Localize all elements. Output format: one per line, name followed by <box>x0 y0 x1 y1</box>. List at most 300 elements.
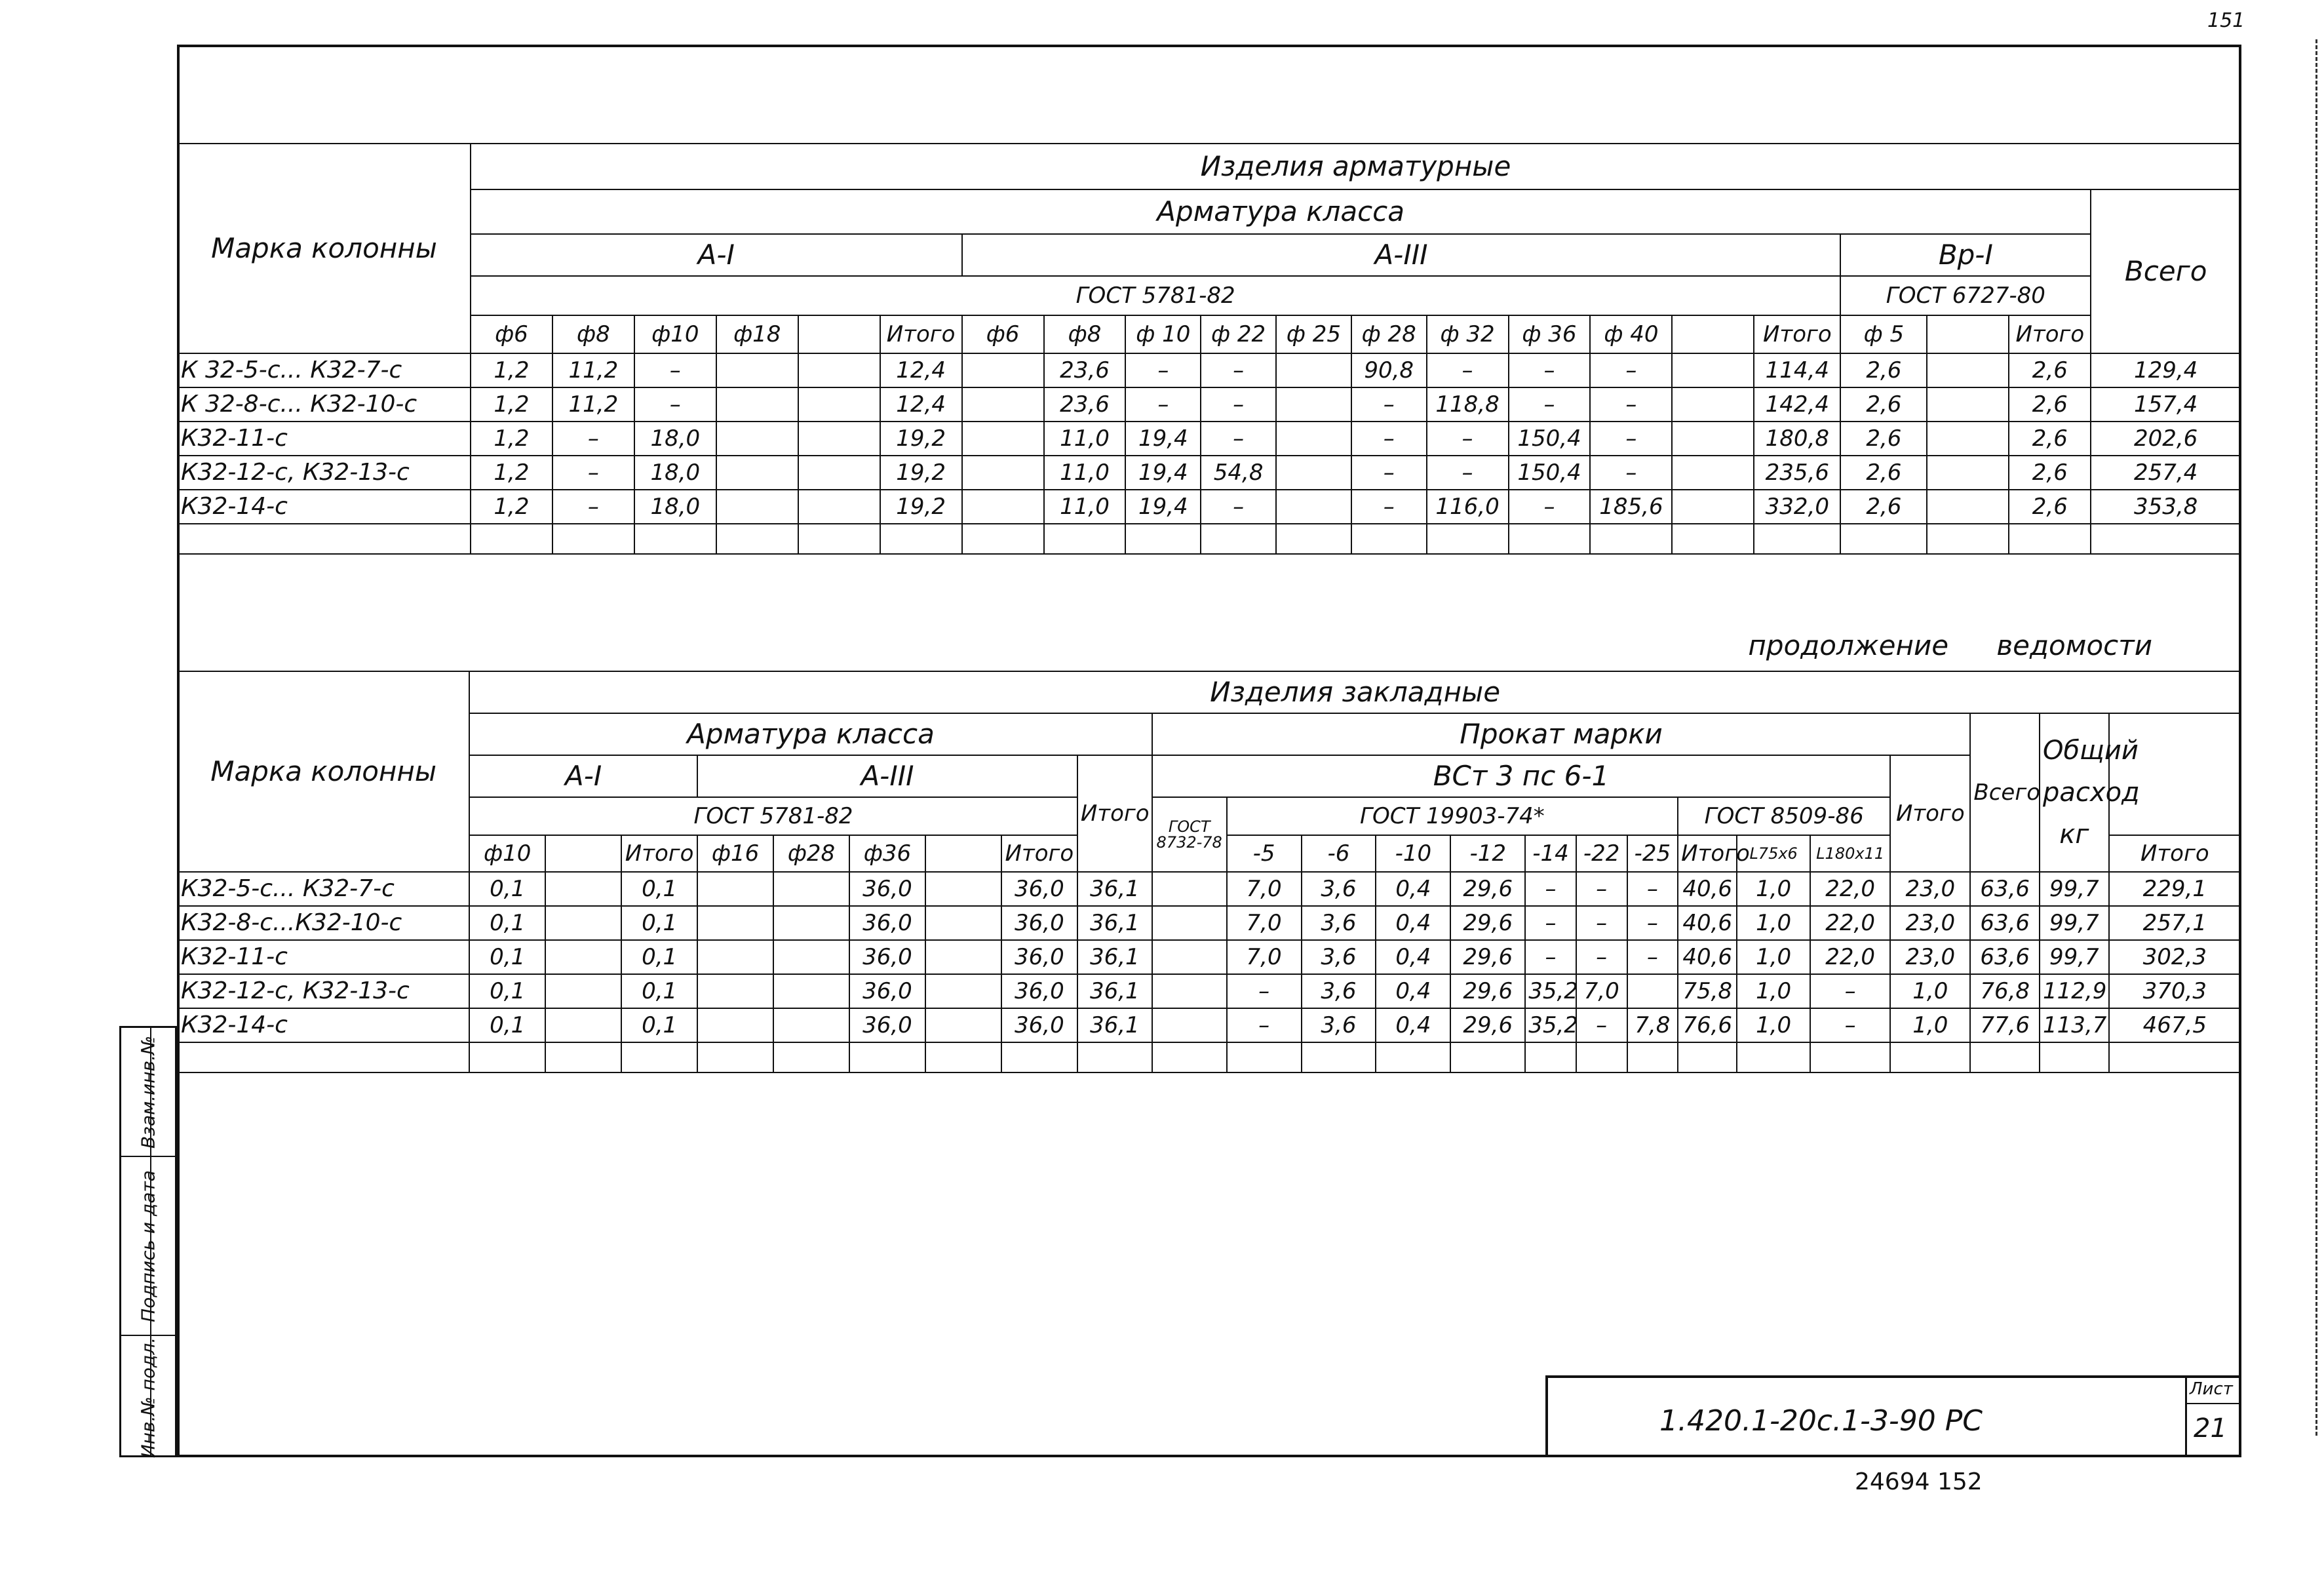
table-cell <box>1927 422 2009 456</box>
table-cell: 22,0 <box>1810 872 1890 906</box>
row-mark: К32-8-с...К32-10-с <box>178 906 469 940</box>
sheet-box <box>2185 1378 2241 1457</box>
table-cell <box>880 524 962 554</box>
table-cell: 63,6 <box>1970 872 2040 906</box>
table-cell <box>178 524 471 554</box>
table-cell <box>1276 490 1351 524</box>
table-cell <box>1044 524 1126 554</box>
sheet-label: Лист <box>2190 1379 2233 1399</box>
table-cell <box>925 872 1001 906</box>
table-cell: – <box>1427 353 1509 387</box>
table-cell: – <box>1201 490 1276 524</box>
table-cell <box>1754 524 1840 554</box>
table-cell: 29,6 <box>1450 1008 1525 1042</box>
table-cell: 35,2 <box>1525 974 1576 1008</box>
table-cell: 22,0 <box>1810 906 1890 940</box>
table-cell <box>716 456 798 490</box>
col-empty <box>545 835 621 872</box>
table-cell <box>1737 1042 1810 1072</box>
table-cell: – <box>1525 872 1576 906</box>
table-cell <box>1077 1042 1152 1072</box>
table-cell <box>716 524 798 554</box>
table-cell: – <box>1125 387 1201 422</box>
table-row <box>178 456 2241 490</box>
table-cell: 0,1 <box>469 906 545 940</box>
table-cell: 19,4 <box>1125 490 1201 524</box>
col-d36: ф 36 <box>1509 315 1591 353</box>
table-cell: – <box>1627 906 1678 940</box>
row-mark: К32-12-с, К32-13-с <box>178 974 469 1008</box>
embedded-items-table <box>177 671 2241 1073</box>
table-cell: 257,1 <box>2109 906 2241 940</box>
table-cell <box>798 456 880 490</box>
table-cell <box>697 940 773 974</box>
class-a1: А-I <box>471 234 962 276</box>
table-cell: – <box>1201 422 1276 456</box>
table-cell <box>1927 490 2009 524</box>
table-cell: – <box>1351 456 1427 490</box>
table-cell: 19,2 <box>880 456 962 490</box>
col-d28: ф 28 <box>1351 315 1427 353</box>
col-itogo2: Итого <box>1001 835 1077 872</box>
table-cell: 23,6 <box>1044 387 1126 422</box>
col-s14: -14 <box>1525 835 1576 872</box>
table-cell <box>849 1042 925 1072</box>
table-cell: 22,0 <box>1810 940 1890 974</box>
col-s12: -12 <box>1450 835 1525 872</box>
table-cell <box>925 974 1001 1008</box>
mark-header: Марка колонны <box>178 671 469 872</box>
table-cell: 29,6 <box>1450 906 1525 940</box>
table-cell: – <box>552 422 634 456</box>
row-mark: К32-11-с <box>178 422 471 456</box>
sidebar-cell-sign <box>121 1156 175 1335</box>
table-cell: – <box>552 490 634 524</box>
table-cell <box>1351 524 1427 554</box>
prokat-header: Прокат марки <box>1152 713 1971 755</box>
table-cell: 1,2 <box>471 422 552 456</box>
table-cell <box>962 490 1044 524</box>
gost-5781: ГОСТ 5781-82 <box>469 797 1077 835</box>
col-d5: ф 5 <box>1840 315 1927 353</box>
table-cell: 1,0 <box>1737 872 1810 906</box>
table-cell: 2,6 <box>2009 456 2091 490</box>
table-cell <box>798 353 880 387</box>
col-itogo1: Итого <box>621 835 697 872</box>
table-cell: 1,0 <box>1890 974 1970 1008</box>
table-cell: 118,8 <box>1427 387 1509 422</box>
table-cell: – <box>1509 353 1591 387</box>
sheet-number: 21 <box>2194 1413 2227 1444</box>
table-cell: 0,4 <box>1376 1008 1450 1042</box>
table-cell <box>716 387 798 422</box>
table-cell: 467,5 <box>2109 1008 2241 1042</box>
table-cell: 11,0 <box>1044 422 1126 456</box>
table-row <box>178 974 2241 1008</box>
table-cell <box>2040 1042 2109 1072</box>
table-cell: 2,6 <box>1840 387 1927 422</box>
table-cell: 76,8 <box>1970 974 2040 1008</box>
table-cell <box>1152 940 1227 974</box>
continuation-note: продолжение ведомости <box>1748 629 2152 661</box>
table-cell <box>1672 524 1754 554</box>
table-cell: 0,4 <box>1376 940 1450 974</box>
table-cell: 2,6 <box>2009 490 2091 524</box>
table-cell: 99,7 <box>2040 906 2109 940</box>
table-cell: 332,0 <box>1754 490 1840 524</box>
table-cell <box>1450 1042 1525 1072</box>
table-cell: 36,0 <box>849 940 925 974</box>
table-cell: 2,6 <box>1840 353 1927 387</box>
table-cell: 0,4 <box>1376 872 1450 906</box>
table-cell <box>1672 387 1754 422</box>
table-row <box>178 906 2241 940</box>
col-l75: L75х6 <box>1737 835 1810 872</box>
table-cell: 7,0 <box>1576 974 1627 1008</box>
col-d8b: ф8 <box>1044 315 1126 353</box>
row-mark: К 32-8-с... К32-10-с <box>178 387 471 422</box>
table-cell: 12,4 <box>880 353 962 387</box>
table-cell <box>962 456 1044 490</box>
table-cell: 36,0 <box>849 872 925 906</box>
table-cell: 1,0 <box>1737 906 1810 940</box>
table-cell: – <box>634 353 716 387</box>
col-itogo3: Итого <box>1678 835 1737 872</box>
table-cell: 0,1 <box>469 872 545 906</box>
corner-sheet-number: 151 <box>2207 9 2245 32</box>
table-cell: 23,0 <box>1890 906 1970 940</box>
table-cell: – <box>1201 387 1276 422</box>
table-cell: 235,6 <box>1754 456 1840 490</box>
table-row <box>178 422 2241 456</box>
margin-tick <box>2315 39 2317 1436</box>
table-cell <box>1302 1042 1376 1072</box>
table-cell: 63,6 <box>1970 940 2040 974</box>
table-cell: 353,8 <box>2091 490 2241 524</box>
reinforcement-items-table <box>177 143 2241 555</box>
table-cell: 370,3 <box>2109 974 2241 1008</box>
table-cell <box>1152 906 1227 940</box>
col-s5: -5 <box>1227 835 1302 872</box>
table-cell <box>1927 524 2009 554</box>
table-cell <box>1152 1042 1227 1072</box>
table-cell: – <box>1427 456 1509 490</box>
table-cell: 99,7 <box>2040 872 2109 906</box>
table-cell <box>1840 524 1927 554</box>
table-cell: 2,6 <box>1840 490 1927 524</box>
table-cell: – <box>1351 387 1427 422</box>
table-cell: 1,0 <box>1737 974 1810 1008</box>
table-cell: 0,4 <box>1376 906 1450 940</box>
table-cell <box>552 524 634 554</box>
table-cell <box>2091 524 2241 554</box>
table-cell <box>1227 1042 1302 1072</box>
table-cell: 36,1 <box>1077 872 1152 906</box>
table-cell: – <box>1576 872 1627 906</box>
table-cell <box>178 1042 469 1072</box>
gost-6727: ГОСТ 6727-80 <box>1840 276 2091 315</box>
table-cell <box>925 906 1001 940</box>
table-cell: – <box>1351 490 1427 524</box>
col-s25: -25 <box>1627 835 1678 872</box>
table-cell: 2,6 <box>2009 353 2091 387</box>
approval-sidebar <box>119 1026 177 1457</box>
table-cell: 36,0 <box>849 906 925 940</box>
table-cell <box>545 906 621 940</box>
table-cell <box>716 422 798 456</box>
row-mark: К32-11-с <box>178 940 469 974</box>
table-row <box>178 353 2241 387</box>
table-cell: 18,0 <box>634 422 716 456</box>
table-cell: 1,2 <box>471 353 552 387</box>
table-cell <box>1276 524 1351 554</box>
col-d6: ф6 <box>471 315 552 353</box>
table-cell: 11,0 <box>1044 490 1126 524</box>
col-l180: L180х11 <box>1810 835 1890 872</box>
table-cell: 157,4 <box>2091 387 2241 422</box>
table-cell: – <box>1525 906 1576 940</box>
col-s6: -6 <box>1302 835 1376 872</box>
table-cell: – <box>1351 422 1427 456</box>
table-cell: 229,1 <box>2109 872 2241 906</box>
table-cell: 36,1 <box>1077 1008 1152 1042</box>
table-cell: – <box>1227 974 1302 1008</box>
table-cell: 29,6 <box>1450 940 1525 974</box>
table-cell <box>962 387 1044 422</box>
table-cell: 0,1 <box>469 1008 545 1042</box>
table-cell: 7,8 <box>1627 1008 1678 1042</box>
table-cell <box>1152 872 1227 906</box>
col-empty <box>1927 315 2009 353</box>
table-cell <box>773 974 849 1008</box>
table-cell <box>1970 1042 2040 1072</box>
table-cell: – <box>1201 353 1276 387</box>
row-mark: К32-5-с... К32-7-с <box>178 872 469 906</box>
table-cell: 29,6 <box>1450 974 1525 1008</box>
table-cell <box>469 1042 545 1072</box>
col-itogo3: Итого <box>2009 315 2091 353</box>
table-cell: 11,0 <box>1044 456 1126 490</box>
table-cell: 7,0 <box>1227 940 1302 974</box>
table-cell <box>1672 456 1754 490</box>
table-cell: 36,0 <box>849 974 925 1008</box>
table-cell: 0,1 <box>621 940 697 974</box>
table-cell <box>1125 524 1201 554</box>
table-cell <box>697 1008 773 1042</box>
table-cell: 23,0 <box>1890 940 1970 974</box>
table-cell: – <box>552 456 634 490</box>
table-cell: 202,6 <box>2091 422 2241 456</box>
table-cell: – <box>1627 940 1678 974</box>
col-s22: -22 <box>1576 835 1627 872</box>
table-cell: 116,0 <box>1427 490 1509 524</box>
table-row <box>178 490 2241 524</box>
table-cell: 1,2 <box>471 490 552 524</box>
table-cell: 23,0 <box>1890 872 1970 906</box>
table-cell: – <box>1576 1008 1627 1042</box>
table-cell <box>697 872 773 906</box>
table-row-empty <box>178 1042 2241 1072</box>
table-cell <box>545 974 621 1008</box>
col-d36: ф36 <box>849 835 925 872</box>
table-cell: 0,1 <box>469 974 545 1008</box>
table-cell: – <box>1509 387 1591 422</box>
table-cell: – <box>1810 974 1890 1008</box>
table-cell <box>1201 524 1276 554</box>
table-cell <box>962 524 1044 554</box>
table2-class-header: Арматура класса <box>469 713 1152 755</box>
itogo-armatura-header: Итого <box>1077 755 1152 872</box>
table-cell: 1,0 <box>1890 1008 1970 1042</box>
table-cell: 40,6 <box>1678 940 1737 974</box>
table-cell: 54,8 <box>1201 456 1276 490</box>
table-cell: 36,0 <box>1001 974 1077 1008</box>
table-cell: 90,8 <box>1351 353 1427 387</box>
table-cell <box>1276 353 1351 387</box>
sidebar-label-sign: Подпись и дата <box>137 1170 159 1322</box>
table-cell <box>1927 456 2009 490</box>
itogo-prokat-header: Итого <box>1890 755 1970 872</box>
table-cell: 11,2 <box>552 387 634 422</box>
table-cell: 23,6 <box>1044 353 1126 387</box>
table-cell <box>2109 1042 2241 1072</box>
table-cell <box>634 524 716 554</box>
table-cell: 3,6 <box>1302 940 1376 974</box>
table-cell: 3,6 <box>1302 906 1376 940</box>
table-cell: 19,2 <box>880 422 962 456</box>
table-cell <box>1927 353 2009 387</box>
table-cell: 112,9 <box>2040 974 2109 1008</box>
table-cell <box>1276 422 1351 456</box>
col-d8: ф8 <box>552 315 634 353</box>
class-a1: А-I <box>469 755 697 797</box>
table-cell: – <box>1590 456 1672 490</box>
table-cell: – <box>1590 387 1672 422</box>
col-d16: ф16 <box>697 835 773 872</box>
table-cell <box>545 1008 621 1042</box>
class-a3: А-III <box>962 234 1841 276</box>
table-cell: – <box>1576 906 1627 940</box>
table-row <box>178 940 2241 974</box>
gost-5781: ГОСТ 5781-82 <box>471 276 1840 315</box>
table-cell <box>471 524 552 554</box>
col-d18: ф18 <box>716 315 798 353</box>
col-d28: ф28 <box>773 835 849 872</box>
col-empty <box>925 835 1001 872</box>
table-cell <box>1427 524 1509 554</box>
class-vr1: Вр-I <box>1840 234 2091 276</box>
table-cell: 35,2 <box>1525 1008 1576 1042</box>
table-cell: 3,6 <box>1302 1008 1376 1042</box>
row-mark: К32-14-с <box>178 490 471 524</box>
sidebar-label-replace: Взам.инв.№ <box>137 1035 159 1149</box>
table-cell <box>1525 1042 1576 1072</box>
table-cell <box>716 353 798 387</box>
gost-8732: ГОСТ 8732-78 <box>1152 797 1227 872</box>
table-cell: 36,0 <box>1001 1008 1077 1042</box>
table-cell: 180,8 <box>1754 422 1840 456</box>
table-cell <box>962 353 1044 387</box>
table-cell: 18,0 <box>634 456 716 490</box>
table-cell <box>1509 524 1591 554</box>
gost-19903: ГОСТ 19903-74* <box>1227 797 1678 835</box>
table-cell: 18,0 <box>634 490 716 524</box>
table-cell <box>773 940 849 974</box>
table-cell: 2,6 <box>1840 456 1927 490</box>
table-cell <box>925 1042 1001 1072</box>
table-cell: 19,4 <box>1125 456 1201 490</box>
row-mark: К32-14-с <box>178 1008 469 1042</box>
table-cell: 3,6 <box>1302 974 1376 1008</box>
table-cell: 185,6 <box>1590 490 1672 524</box>
col-s10: -10 <box>1376 835 1450 872</box>
col-itogo: Итого <box>880 315 962 353</box>
table-cell: 36,1 <box>1077 974 1152 1008</box>
table-cell: 19,4 <box>1125 422 1201 456</box>
table-cell: 2,6 <box>2009 422 2091 456</box>
table-cell: – <box>1627 872 1678 906</box>
table-cell <box>716 490 798 524</box>
col-d10: ф10 <box>469 835 545 872</box>
table-row <box>178 387 2241 422</box>
class-a3: А-III <box>697 755 1077 797</box>
col-itogo4: Итого <box>2109 835 2241 872</box>
table-cell: 2,6 <box>1840 422 1927 456</box>
table-cell: 142,4 <box>1754 387 1840 422</box>
table-cell: 36,0 <box>849 1008 925 1042</box>
vsego-header: Всего <box>1970 713 2040 872</box>
archive-number: 24694 152 <box>1855 1468 1983 1495</box>
table1-class-header: Арматура класса <box>471 189 2091 234</box>
table-cell <box>773 906 849 940</box>
table1-body <box>178 353 2241 554</box>
row-mark: К 32-5-с... К32-7-с <box>178 353 471 387</box>
table-cell <box>697 906 773 940</box>
table-cell: 150,4 <box>1509 422 1591 456</box>
table-cell: – <box>1227 1008 1302 1042</box>
table-cell <box>697 1042 773 1072</box>
col-d25: ф 25 <box>1276 315 1351 353</box>
table-cell: 1,0 <box>1737 940 1810 974</box>
table-cell: – <box>1125 353 1201 387</box>
table1-total-header: Всего <box>2091 189 2241 353</box>
table-cell: 0,1 <box>469 940 545 974</box>
table-cell <box>2009 524 2091 554</box>
table-cell: 0,1 <box>621 872 697 906</box>
table-cell: – <box>1590 422 1672 456</box>
table-cell: – <box>1525 940 1576 974</box>
table-cell <box>925 940 1001 974</box>
table-cell <box>621 1042 697 1072</box>
table-cell: 114,4 <box>1754 353 1840 387</box>
table-cell <box>1627 1042 1678 1072</box>
table-cell: 1,2 <box>471 387 552 422</box>
table-cell <box>1152 1008 1227 1042</box>
table-cell: 19,2 <box>880 490 962 524</box>
table-cell: 77,6 <box>1970 1008 2040 1042</box>
table2-body <box>178 872 2241 1072</box>
col-empty <box>1672 315 1754 353</box>
table-cell <box>1576 1042 1627 1072</box>
col-empty <box>798 315 880 353</box>
table-cell: 75,8 <box>1678 974 1737 1008</box>
table-cell <box>1890 1042 1970 1072</box>
table-cell <box>1152 974 1227 1008</box>
table-cell: 29,6 <box>1450 872 1525 906</box>
table-cell: 36,0 <box>1001 940 1077 974</box>
table-row-empty <box>178 524 2241 554</box>
table-cell <box>1678 1042 1737 1072</box>
